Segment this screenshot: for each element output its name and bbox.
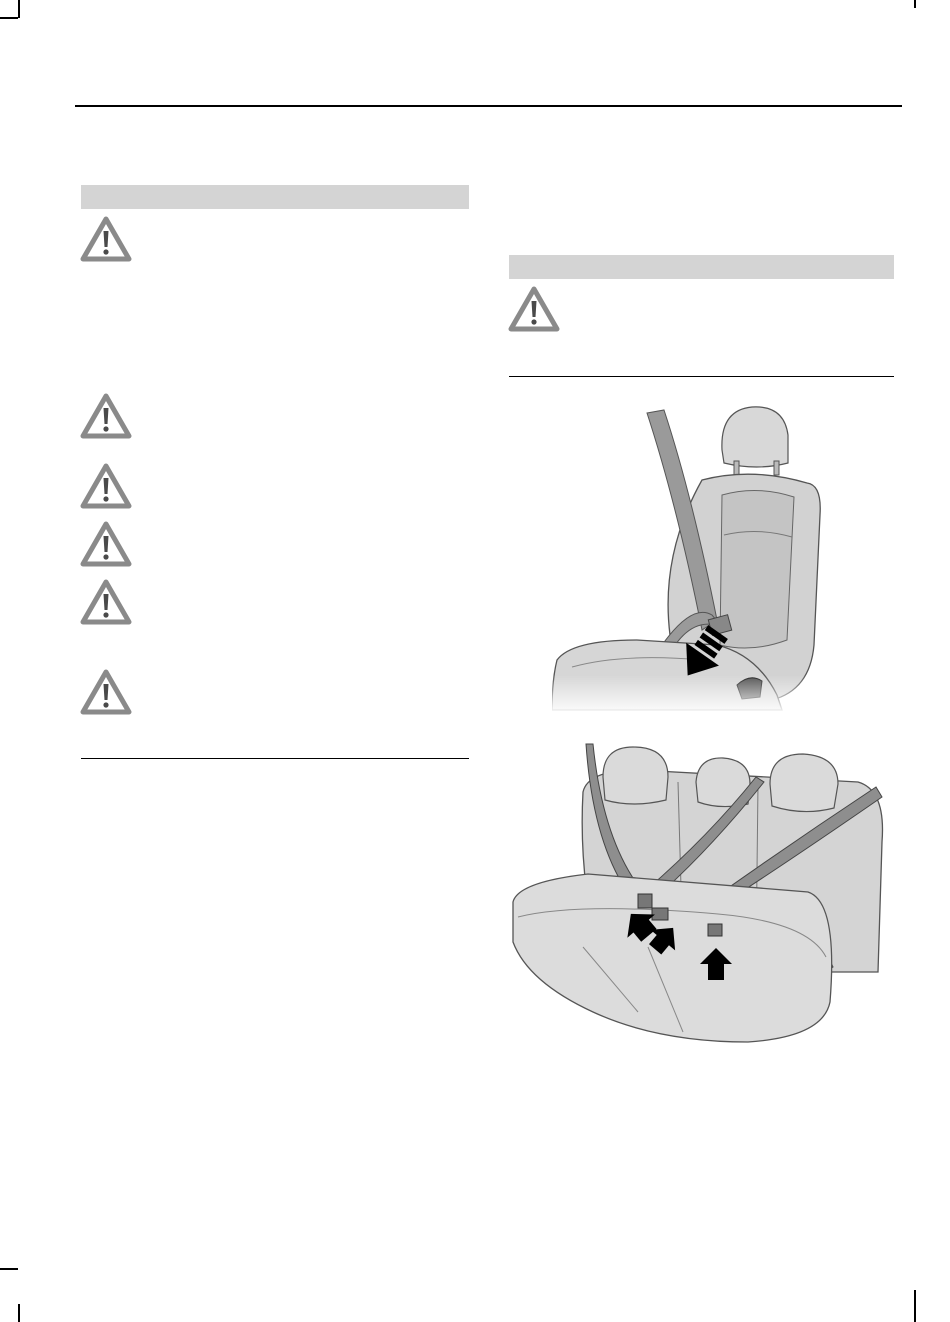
- headrest-right: [770, 754, 838, 812]
- warning-triangle-icon: [80, 668, 132, 716]
- rear-seat-cushion: [513, 874, 832, 1042]
- crop-mark-bottom-right: [914, 1290, 916, 1322]
- warning-triangle-icon: [508, 285, 560, 333]
- crop-mark-bottom-left-h: [0, 1268, 18, 1270]
- crop-mark-top-left: [18, 0, 20, 18]
- rear-seat-belt-buckles-illustration: [508, 742, 888, 1052]
- page-header-rule: [75, 105, 902, 107]
- headrest-left: [603, 747, 668, 804]
- right-section-end-rule: [509, 376, 894, 377]
- buckle-center: [652, 908, 668, 920]
- warning-triangle-icon: [80, 215, 132, 263]
- warning-triangle-icon: [80, 462, 132, 510]
- left-section-header-bar: [81, 185, 469, 209]
- crop-mark-bottom-left: [18, 1304, 20, 1322]
- warning-triangle-icon: [80, 392, 132, 440]
- crop-mark-top-left-h: [0, 17, 18, 19]
- right-section-header-bar: [509, 255, 894, 279]
- left-section-end-rule: [81, 758, 469, 759]
- buckle-left: [638, 894, 652, 908]
- headrest: [722, 407, 788, 467]
- warning-triangle-icon: [80, 578, 132, 626]
- warning-triangle-icon: [80, 520, 132, 568]
- crop-mark-top-right: [914, 0, 916, 8]
- buckle-right: [708, 924, 722, 936]
- front-seat-belt-fastening-illustration: [552, 405, 842, 715]
